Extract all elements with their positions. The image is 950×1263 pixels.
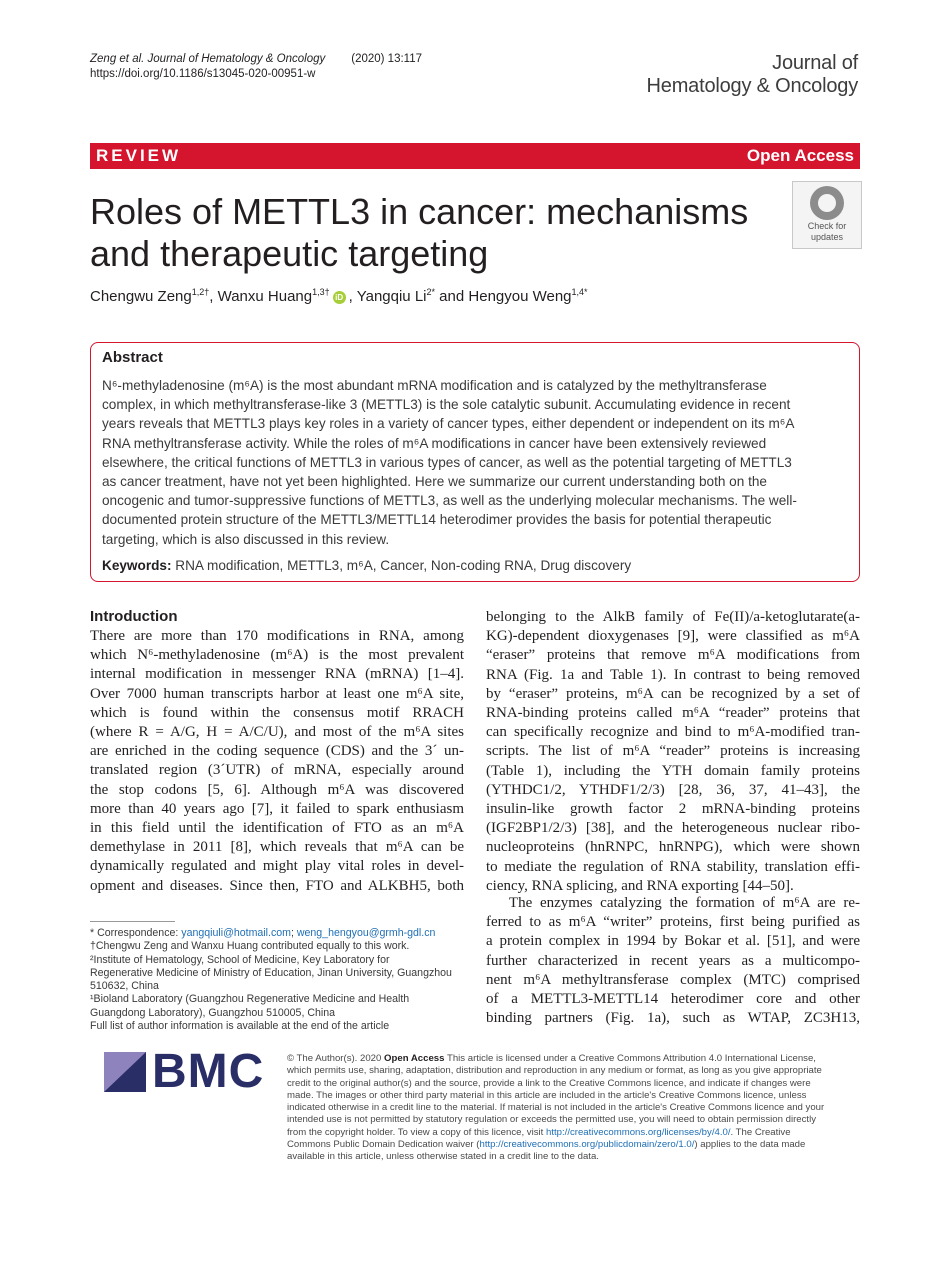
journal-name [647,52,858,98]
license-text [287,1053,827,1164]
license-body-3: ) applies to the data made available in this article, unless otherwise stated in a credit line to the data. [287,1139,806,1163]
body-line: The enzymes catalyzing the formation of m⁶A are re- [486,895,860,911]
body-line: translated region (3´UTR) of mRNA, especially around [90,762,464,779]
doi-link[interactable]: https://doi.org/10.1186/s13045-020-00951-w [90,68,316,80]
abstract-box [90,342,860,582]
body-line: binding partners (Fig. 1a), such as WTAP, ZC3H13, [486,1010,860,1027]
body-line: the stop codons [5, 6]. Although m⁶A was discovered [90,781,464,798]
body-line: Over 7000 human transcripts harbor at least one m⁶A site, [90,685,464,702]
footnote-line: Full list of author information is available at the end of the article [90,1020,390,1033]
separator: ; [290,927,297,939]
check-for-updates-button[interactable] [792,181,862,249]
bmc-logo[interactable] [104,1045,268,1098]
body-line: opment and diseases. Since then, FTO and ALKBH5, both [90,877,464,894]
email-link[interactable]: yangqiuli@hotmail.com [181,927,291,939]
abstract-heading: Abstract [102,349,163,366]
abstract-line: documented protein structure of the METTL3/METTL14 heterodimer provides the basis for potential therapeutic [102,512,772,528]
right-column-paragraph-2 [486,894,860,1028]
open-access-bold: Open Access [384,1053,445,1064]
article-type-label: REVIEW [96,146,182,165]
abstract-line: targeting, which is also discussed in this review. [102,531,390,547]
body-line: which is found within the consensus motif RRACH [90,704,464,721]
public-domain-link[interactable]: http://creativecommons.org/publicdomain/zero/1.0/ [479,1139,695,1151]
body-line: RNA-binding proteins called m⁶A “reader” proteins that [486,705,860,722]
orcid-icon[interactable]: iD [333,291,346,304]
body-line: ciency, RNA splicing, and RNA exporting [44–50]. [486,877,794,894]
check-updates-icon [810,186,844,220]
body-line: by “eraser” proteins, m⁶A can be recognized by a set of [486,685,860,702]
year-volume: (2020) 13:117 [351,53,423,65]
bmc-logo-accent [104,1052,146,1092]
body-line: internal modification in messenger RNA (mRNA) [1–4]. [90,666,464,683]
body-line: (IGF2BP1/2/3) [38], and the heterogeneous nuclear ribo- [486,820,860,837]
author-list: Chengwu Zeng$^{1,2\dagger}$, Wanxu Huang$^{1,3\dagger}$iD , Yangqiu $Li^{2*}$ and Hengyou Weng$^{1,4*}$ [90,287,588,305]
citation-line: Zeng et al. Journal of Hematology & Oncology [90,53,326,65]
footnote-line: 510632, China [90,980,159,993]
body-line: can specifically recognize and bind to m⁶A-modified tran- [486,724,860,741]
check-updates-line1: Check for [807,221,847,231]
abstract-line: oncogenic and tumor-suppressive functions of METTL3, as well as the underlying molecular mechanisms. The well- [102,493,797,509]
journal-name-line1: Journal of [772,52,858,74]
body-line: which N⁶-methyladenosine (m⁶A) is the most prevalent [90,647,464,664]
abstract-body [102,376,848,549]
abstract-line: elsewhere, the critical functions of METTL3 in various types of cancer, as well as the potential targeting of METTL3 [102,454,792,470]
author-name[interactable]: Yangqiu Li [356,288,427,305]
open-access-label: Open Access [746,146,854,165]
body-line: (Table 1), including the YTH domain family proteins [486,762,860,779]
body-line: scripts. The list of m⁶A “reader” proteins is increasing [486,743,860,760]
license-link[interactable]: http://creativecommons.org/licenses/by/4.0/ [545,1126,731,1138]
license-lead: © The Author(s). 2020 [287,1053,385,1064]
body-line: RNA (Fig. 1a and Table 1). In contrast to being removed [486,666,860,683]
article-meta [90,52,422,82]
abstract-line: N⁶-methyladenosine (m⁶A) is the most abundant mRNA modification and is catalyzed by the methyltransferase [102,378,767,393]
body-line: (where R = A/G, H = A/C/U), and most of the m⁶A sites [90,724,464,741]
body-line: to mediate the regulation of RNA stability, translation effi- [486,858,860,875]
author-affiliation: 2* [426,287,436,297]
body-line: of a METTL3-METTL14 heterodimer core and other [486,991,860,1008]
abstract-line: years reveals that METTL3 plays key roles in a variety of cancer types, either dependent or independent on its m⁶A [102,416,795,432]
correspondence-label: * Correspondence: [90,927,182,939]
license-body: This article is licensed under a Creative Commons Attribution 4.0 International License, which permits use, sharing, adaptation, distribution and reproduction in any medium or format, as long as you give appropriate credit to the original author(s) and the source, provide a link to the Creative Commons licence, and indicate if changes were made. The images or other third party material in this article are included in the article's Creative Commons licence, unless indicated otherwise in a credit line to the material. If material is not included in the article's Creative Commons licence and your intended use is not permitted by statutory regulation or exceeds the permitted use, you will need to obtain permission directly from the copyright holder. To view a copy of this licence, visit [287,1053,825,1138]
check-updates-line2: updates [810,232,844,242]
footnotes [90,927,470,1033]
body-line: a protein complex in 1994 by Bokar et al. [51], and were [486,933,860,950]
right-column-text [486,608,860,896]
body-line: more than 40 years ago [7], it failed to spark enthusiasm [90,800,464,817]
author-name[interactable]: Chengwu Zeng [90,288,192,305]
body-line: There are more than 170 modifications in RNA, among [90,628,464,644]
body-line: demethylase in 2011 [8], which reveals that m⁶A can be [90,839,464,856]
left-column-text [90,627,464,896]
author-affiliation: 1,2† [191,287,210,297]
body-line: KG)-dependent dioxygenases [9], were classified as m⁶A [486,628,860,645]
abstract-line: complex, in which methyltransferase-like 3 (METTL3) is the sole catalytic subunit. Accumulating evidence in recent [102,397,791,413]
body-line: “eraser” proteins that remove m⁶A modifications from [486,647,860,664]
body-line: belonging to the AlkB family of Fe(II)/a-ketoglutarate(a- [486,609,860,625]
body-line: nent m⁶A methyltransferase complex (MTC) comprised [486,971,860,988]
license-body-2: . The Creative Commons Public Domain Dedication waiver ( [287,1126,791,1151]
body-line: insulin-like growth factor 2 mRNA-binding proteins [486,801,860,818]
body-line: (YTHDC1/2, YTHDF1/2/3) [28, 36, 37, 41–43], the [486,781,860,798]
body-line: are enriched in the coding sequence (CDS) and the 3´ un- [90,743,464,760]
body-line: in this field until the identification of FTO as an m⁶A [90,820,464,837]
article-title: Roles of METTL3 in cancer: mechanisms and therapeutic targeting [90,191,749,274]
journal-name-line2: Hematology & Oncology [646,75,858,97]
keywords-list: RNA modification, METTL3, m⁶A, Cancer, Non-coding RNA, Drug discovery [175,558,632,573]
footnote-line: ¹Bioland Laboratory (Guangzhou Regenerative Medicine and Health [90,993,410,1006]
author-affiliation: 1,4* [571,287,588,297]
keywords [102,558,631,573]
footnote-line: †Chengwu Zeng and Wanxu Huang contributed equally to this work. [90,940,410,953]
author-name[interactable]: Wanxu Huang [217,288,313,305]
body-line: further characterized in recent years as a multicompo- [486,952,860,969]
body-line: ferred to as m⁶A “writer” proteins, first being purified as [486,914,860,931]
email-link[interactable]: weng_hengyou@grmh-gdl.cn [296,927,436,939]
bmc-logo-text: BMC [152,1045,265,1098]
abstract-line: RNA methyltransferase activity. While the roles of m⁶A modifications in cancer have been extensively reviewed [102,435,767,451]
footnote-line: Guangdong Laboratory), Guangzhou 510005, China [90,1006,336,1019]
footnote-line: Regenerative Medicine of Ministry of Education, Jinan University, Guangzhou [90,966,452,979]
article-type-banner [90,143,860,169]
footnote-divider [90,921,175,922]
introduction-heading: Introduction [90,608,178,625]
correspondence-line [90,927,470,940]
author-name[interactable]: Hengyou Weng [468,288,572,305]
body-line: nucleoproteins (hnRNPC, hnRNPG), which were shown [486,839,860,856]
abstract-line: as cancer treatment, have not yet been highlighted. Here we summarize our current understanding both on the [102,474,767,490]
author-affiliation: 1,3† [312,287,330,297]
body-line: dynamically regulated and might play vital roles in devel- [90,858,464,875]
footnote-line: ²Institute of Hematology, School of Medicine, Key Laboratory for [90,953,390,966]
keywords-label: Keywords: [102,558,172,573]
